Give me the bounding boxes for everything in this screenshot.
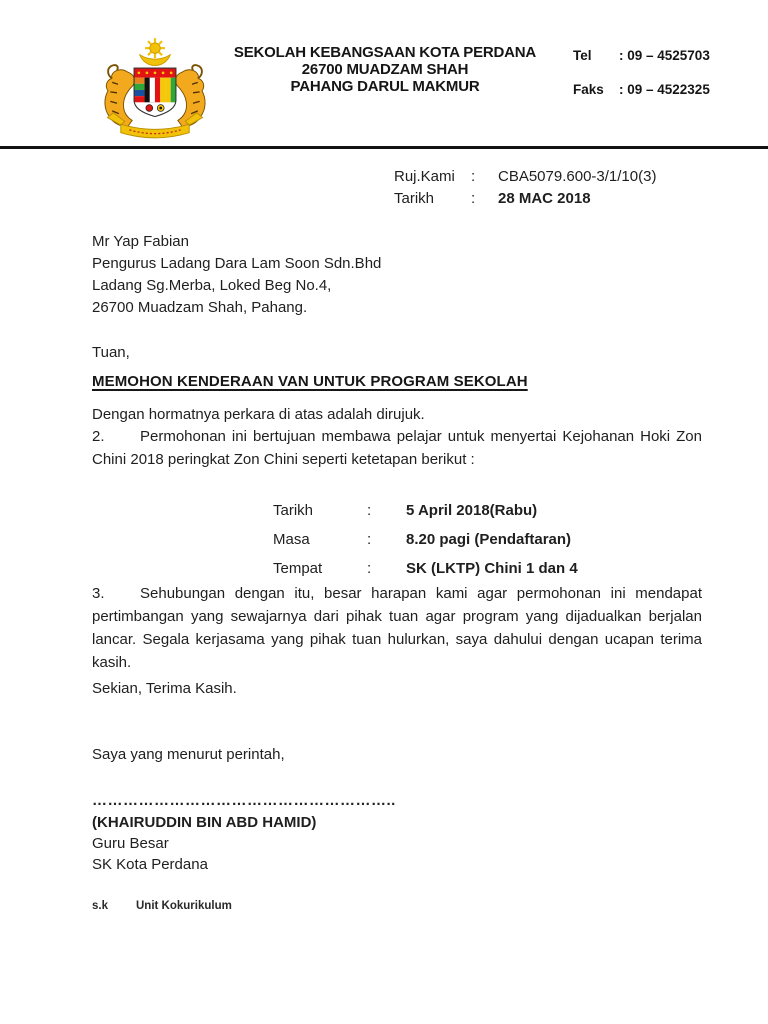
- ruj-kami-value: CBA5079.600-3/1/10(3): [498, 168, 657, 185]
- signature-block: [92, 812, 316, 875]
- recipient-address-block: [92, 231, 381, 319]
- paragraph-3-text: Sehubungan dengan itu, besar harapan kami agar permohonan ini mendapat pertimbangan yang sewajarnya dari pihak tuan agar program yang dijadualkan berjalan lancar. Segala kerjasama yang pihak tuan hulurkan, saya dahului dengan ucapan terima kasih.: [92, 585, 702, 671]
- detail-row-masa: [273, 525, 578, 554]
- recipient-position: Pengurus Ladang Dara Lam Soon Sdn.Bhd: [92, 255, 382, 272]
- ruj-kami-label: Ruj.Kami: [394, 168, 455, 185]
- cc-label: s.k: [92, 900, 108, 912]
- closing-line: Sekian, Terima Kasih.: [92, 680, 237, 697]
- signature-dotted-line: …………………………………………………..: [92, 792, 396, 809]
- paragraph-3-number: 3.: [92, 585, 105, 602]
- faks-label: Faks: [573, 82, 604, 97]
- faks-value: : 09 – 4522325: [619, 82, 710, 97]
- signatory-school: SK Kota Perdana: [92, 856, 208, 873]
- paragraph-1: Dengan hormatnya perkara di atas adalah dirujuk.: [92, 406, 425, 423]
- sign-off-line: Saya yang menurut perintah,: [92, 746, 285, 763]
- tarikh-label: Tarikh: [394, 190, 435, 207]
- detail-tempat-value: SK (LKTP) Chini 1 dan 4: [406, 560, 578, 577]
- cc-row: [92, 900, 232, 912]
- school-address-line: 26700 MUADZAM SHAH: [301, 61, 469, 78]
- tarikh-colon: :: [471, 190, 476, 207]
- tel-label: Tel: [573, 48, 592, 63]
- paragraph-2: [92, 425, 702, 471]
- school-state-line: PAHANG DARUL MAKMUR: [290, 78, 480, 95]
- detail-masa-value: 8.20 pagi (Pendaftaran): [406, 531, 572, 548]
- recipient-city: 26700 Muadzam Shah, Pahang.: [92, 299, 308, 316]
- detail-masa-colon: :: [367, 531, 372, 548]
- signatory-title: Guru Besar: [92, 835, 169, 852]
- salutation: Tuan,: [92, 344, 130, 361]
- detail-row-tempat: [273, 554, 578, 583]
- detail-row-tarikh: [273, 496, 578, 525]
- shield-icon: [134, 68, 176, 116]
- letterhead-contact-block: [573, 48, 733, 98]
- letterhead-school-block: [212, 44, 558, 95]
- cc-value: Unit Kokurikulum: [136, 900, 232, 912]
- detail-tarikh-colon: :: [367, 502, 372, 519]
- paragraph-2-text: Permohonan ini bertujuan membawa pelajar untuk menyertai Kejohanan Hoki Zon Chini 2018 peringkat Zon Chini seperti ketetapan berikut :: [92, 428, 702, 468]
- header-divider: [0, 146, 768, 149]
- detail-tarikh-label: Tarikh: [273, 502, 314, 519]
- malaysia-coat-of-arms-logo: [98, 34, 212, 144]
- faks-row: [573, 82, 733, 98]
- tel-value: : 09 – 4525703: [619, 48, 710, 63]
- ruj-kami-colon: :: [471, 168, 476, 185]
- tarikh-value: 28 MAC 2018: [498, 190, 591, 207]
- ruj-kami-row: [394, 166, 656, 188]
- detail-tempat-label: Tempat: [273, 560, 323, 577]
- subject-line: MEMOHON KENDERAAN VAN UNTUK PROGRAM SEKOLAH: [92, 373, 528, 390]
- signatory-name: (KHAIRUDDIN BIN ABD HAMID): [92, 814, 317, 831]
- paragraph-2-number: 2.: [92, 428, 105, 445]
- school-name: SEKOLAH KEBANGSAAN KOTA PERDANA: [233, 44, 537, 61]
- reference-block: [394, 166, 656, 210]
- detail-tempat-colon: :: [367, 560, 372, 577]
- tel-row: [573, 48, 733, 64]
- recipient-street: Ladang Sg.Merba, Loked Beg No.4,: [92, 277, 332, 294]
- paragraph-3: [92, 582, 702, 674]
- detail-masa-label: Masa: [273, 531, 310, 548]
- recipient-name: Mr Yap Fabian: [92, 233, 189, 250]
- detail-tarikh-value: 5 April 2018(Rabu): [406, 502, 538, 519]
- event-details-block: [273, 496, 578, 583]
- tarikh-row: [394, 188, 656, 210]
